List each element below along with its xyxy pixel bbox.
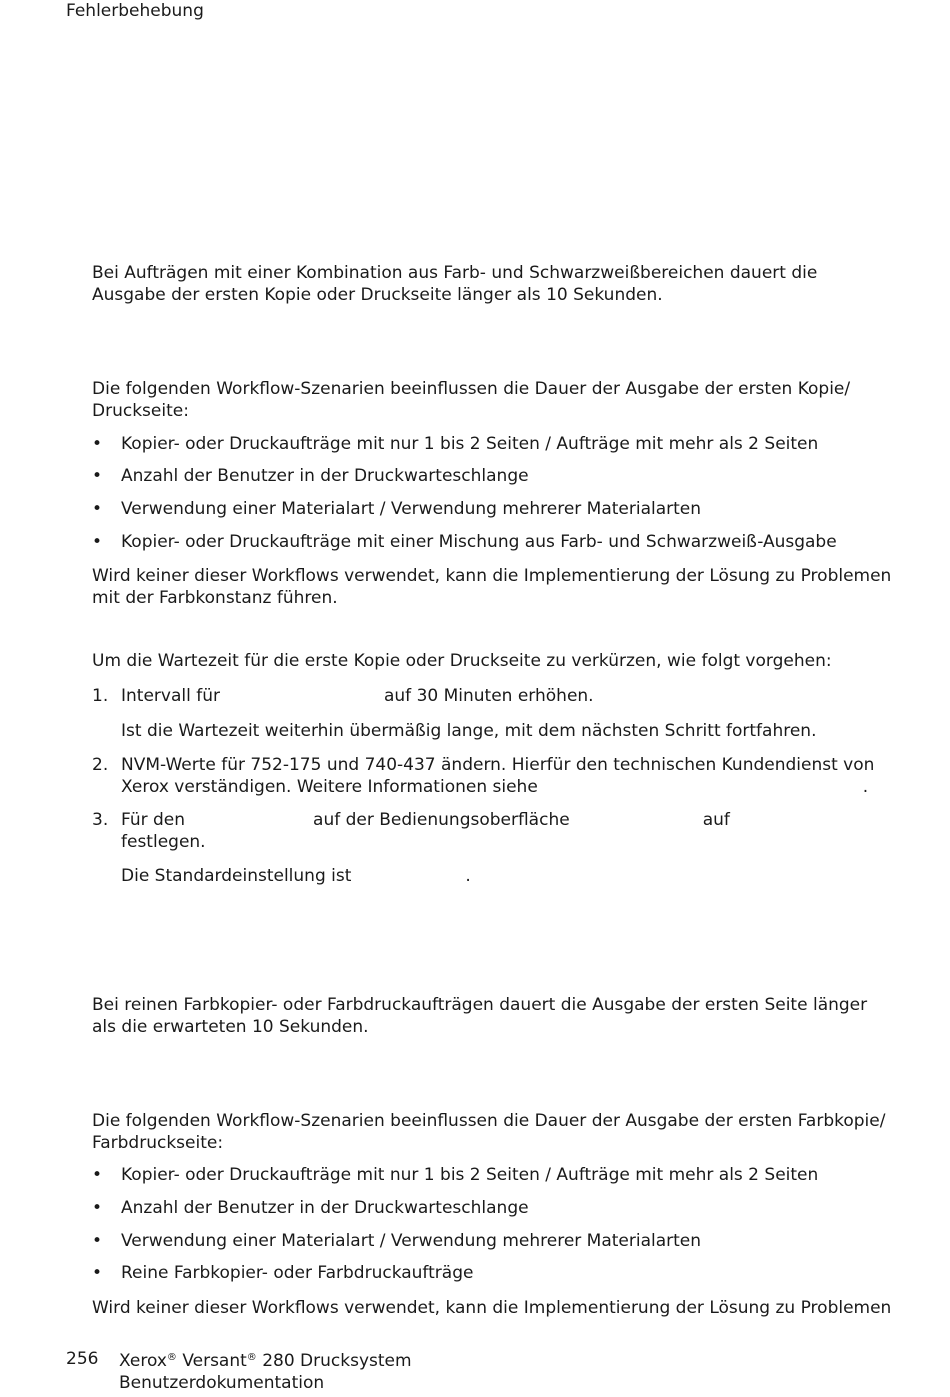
note-paragraph: Wird keiner dieser Workflows verwendet, kann die Implementierung der Lösung zu Problemen mit der Farbkonstanz führen. [92, 566, 892, 608]
running-header: Fehlerbehebung [66, 1, 204, 21]
bullet-icon: • [92, 1165, 103, 1185]
cause-intro: Die folgenden Workflow-Szenarien beeinflussen die Dauer der Ausgabe der ersten Kopie/ Druckseite: [92, 379, 851, 421]
problem-description: Bei reinen Farbkopier- oder Farbdruckaufträgen dauert die Ausgabe der ersten Seite länger als die erwarteten 10 Sekunden. [92, 995, 868, 1037]
cause-intro: Die folgenden Workflow-Szenarien beeinflussen die Dauer der Ausgabe der ersten Farbkopie/ Farbdruckseite: [92, 1111, 886, 1153]
solution-intro: Um die Wartezeit für die erste Kopie oder Druckseite zu verkürzen, wie folgt vorgehen: [92, 651, 832, 671]
note-paragraph: Wird keiner dieser Workflows verwendet, kann die Implementierung der Lösung zu Problemen [92, 1298, 892, 1318]
page-number: 256 [66, 1349, 99, 1369]
step-1-note: Ist die Wartezeit weiterhin übermäßig lange, mit dem nächsten Schritt fortfahren. [121, 721, 817, 741]
bullet-icon: • [92, 1263, 103, 1283]
bullet-icon: • [92, 532, 103, 552]
bullet-icon: • [92, 499, 103, 519]
bullet-icon: • [92, 1198, 103, 1218]
problem-description: Bei Aufträgen mit einer Kombination aus Farb- und Schwarzweißbereichen dauert die Ausgabe der ersten Kopie oder Druckseite länger als 10 Sekunden. [92, 263, 818, 305]
footer-doc: Benutzerdokumentation [119, 1373, 325, 1393]
footer-title: Xerox® Versant® 280 Drucksystem Benutzerdokumentation [119, 1351, 412, 1393]
bullet-icon: • [92, 466, 103, 486]
bullet-icon: • [92, 434, 103, 454]
step-3-note: Die Standardeinstellung ist . [121, 866, 471, 886]
bullet-icon: • [92, 1231, 103, 1251]
